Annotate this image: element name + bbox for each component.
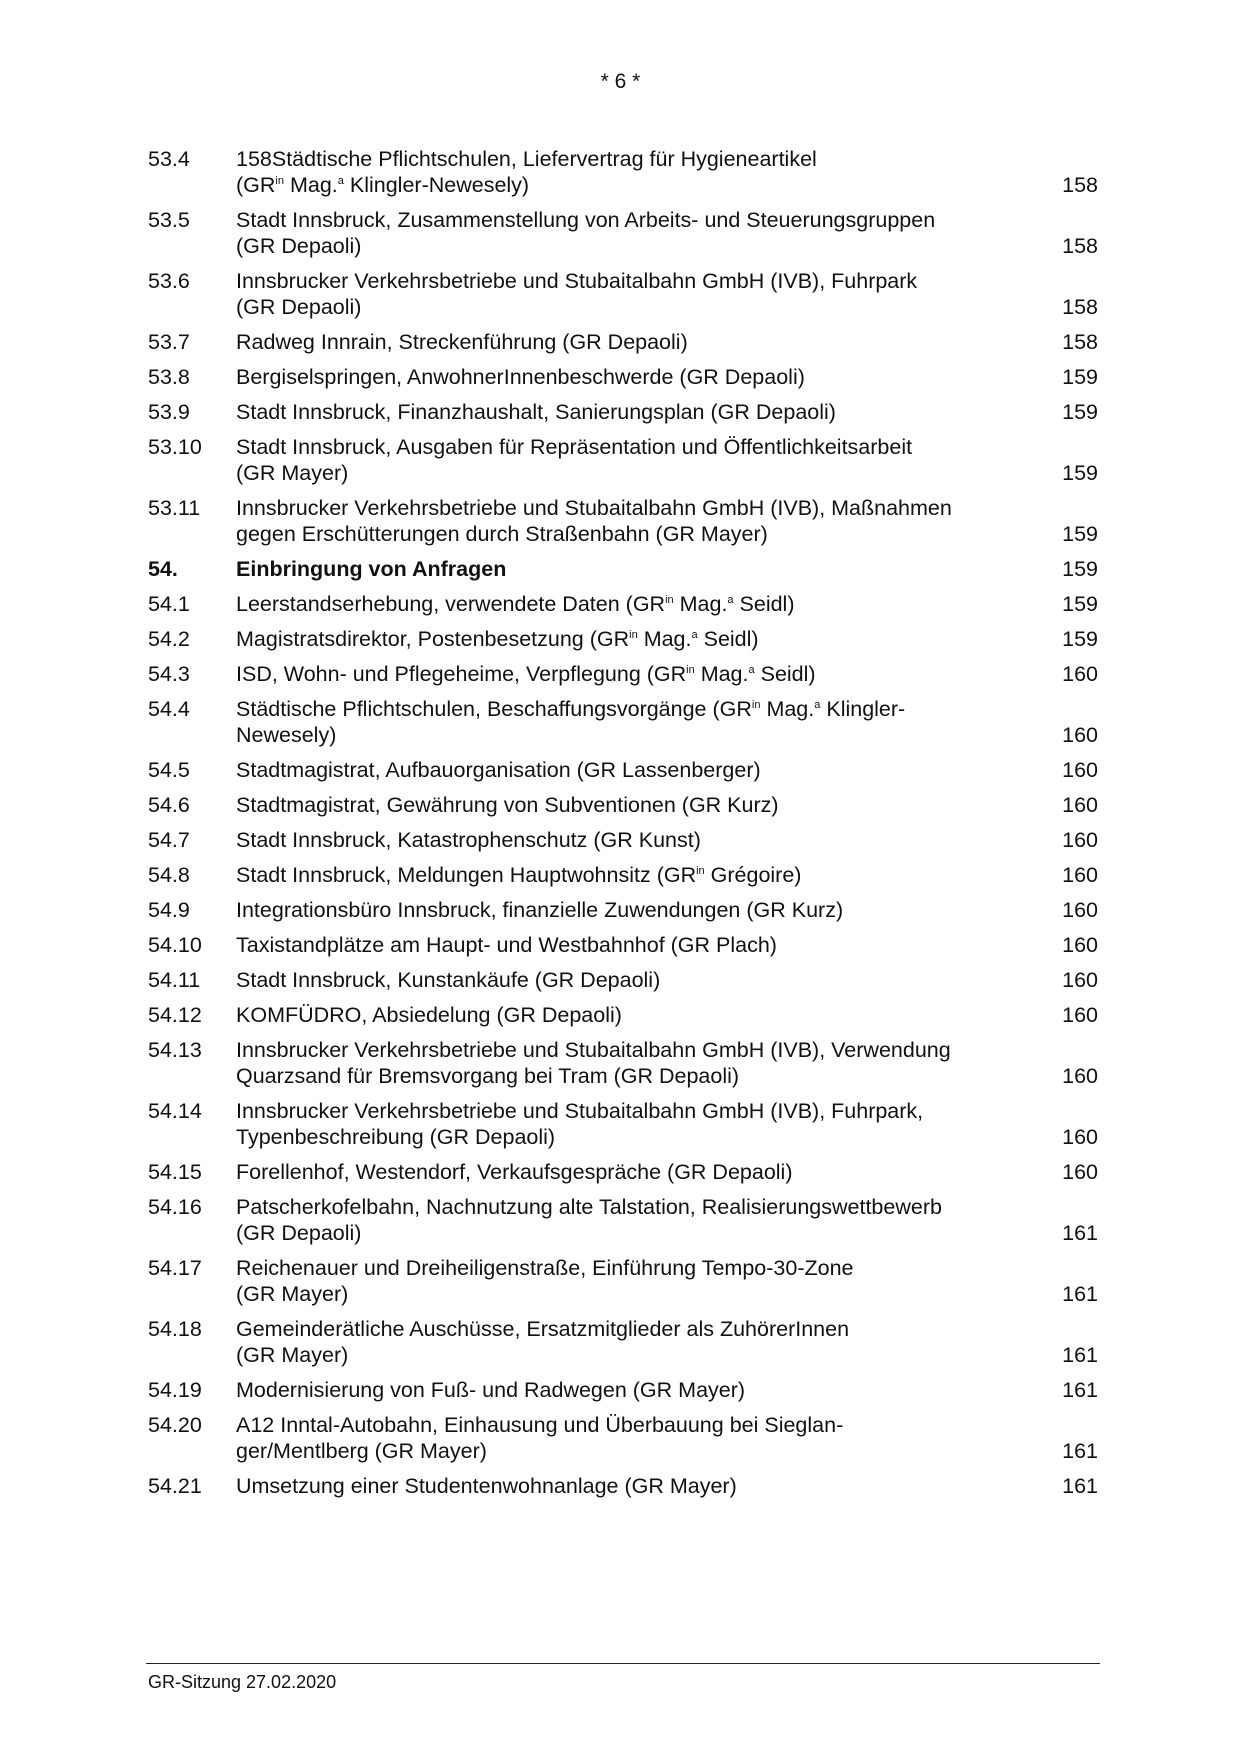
toc-entry: [148, 364, 1098, 390]
toc-entry-title-line: ger/Mentlberg (GR Mayer): [236, 1439, 487, 1463]
toc-entry-number: 54.9: [148, 898, 190, 922]
toc-entry-title-line: Patscherkofelbahn, Nachnutzung alte Talstation, Realisierungswettbewerb: [236, 1195, 942, 1219]
toc-entry-title: [236, 967, 1028, 993]
toc-entry-title-line: Taxistandplätze am Haupt- und Westbahnhof (GR Plach): [236, 933, 777, 957]
toc-entry-title: [236, 1412, 1028, 1464]
toc-entry-page: 158: [1062, 295, 1098, 319]
toc-entry-page: 160: [1062, 1003, 1098, 1027]
toc-entry: [148, 932, 1098, 958]
table-of-contents: [148, 146, 1098, 1508]
toc-entry: [148, 827, 1098, 853]
toc-entry-number: 53.6: [148, 269, 190, 293]
toc-entry-title: [236, 626, 1028, 652]
footer-divider: [146, 1663, 1100, 1664]
toc-entry-page: 158: [1062, 173, 1098, 197]
toc-entry: [148, 661, 1098, 687]
toc-entry: [148, 1098, 1098, 1150]
toc-entry: [148, 591, 1098, 617]
toc-entry-page: 160: [1062, 1125, 1098, 1149]
toc-entry-number: 54.15: [148, 1160, 202, 1184]
toc-entry: [148, 1037, 1098, 1089]
toc-entry-page: 160: [1062, 933, 1098, 957]
toc-entry-page: 160: [1062, 968, 1098, 992]
toc-entry-page: 161: [1062, 1282, 1098, 1306]
toc-entry-title-line: 158Städtische Pflichtschulen, Liefervertrag für Hygieneartikel: [236, 147, 817, 171]
toc-entry-page: 160: [1062, 898, 1098, 922]
toc-entry-page: 159: [1062, 400, 1098, 424]
toc-entry-title: [236, 399, 1028, 425]
toc-entry-title: [236, 661, 1028, 687]
toc-entry-title: [236, 434, 1028, 486]
toc-entry-page: 159: [1062, 522, 1098, 546]
toc-entry-title-line: Stadt Innsbruck, Ausgaben für Repräsentation und Öffentlichkeitsarbeit: [236, 435, 913, 459]
toc-entry-title-line: (GR Mayer): [236, 461, 349, 485]
toc-entry-number: 54.13: [148, 1038, 202, 1062]
toc-entry: [148, 1002, 1098, 1028]
toc-entry-title: [236, 1377, 1028, 1403]
toc-entry-title: [236, 207, 1028, 259]
toc-entry-number: 53.7: [148, 330, 190, 354]
toc-entry-number: 54.5: [148, 758, 190, 782]
toc-entry-page: 160: [1062, 662, 1098, 686]
toc-entry: [148, 1473, 1098, 1499]
toc-entry-number: 54.3: [148, 662, 190, 686]
toc-entry-number: 53.8: [148, 365, 190, 389]
toc-entry-number: 53.4: [148, 147, 190, 171]
toc-entry-page: 160: [1062, 828, 1098, 852]
toc-entry-page: 160: [1062, 1160, 1098, 1184]
toc-entry-title-line: ($GR^{in}$ Mag.$^a$ Klingler-Newesely): [236, 173, 530, 197]
toc-entry-number: 54.6: [148, 793, 190, 817]
toc-entry-number: 54.20: [148, 1413, 202, 1437]
toc-entry-title-line: Stadt Innsbruck, Finanzhaushalt, Sanierungsplan (GR Depaoli): [236, 400, 836, 424]
toc-entry-number: 54.10: [148, 933, 202, 957]
toc-entry-page: 158: [1062, 330, 1098, 354]
toc-entry-number: 53.10: [148, 435, 202, 459]
toc-entry-title-line: (GR Mayer): [236, 1343, 349, 1367]
toc-entry-title-line: Quarzsand für Bremsvorgang bei Tram (GR Depaoli): [236, 1064, 740, 1088]
toc-entry-number: 54.19: [148, 1378, 202, 1402]
toc-entry-title-line: gegen Erschütterungen durch Straßenbahn (GR Mayer): [236, 522, 768, 546]
toc-entry-number: 54.16: [148, 1195, 202, 1219]
toc-entry-title: [236, 1002, 1028, 1028]
toc-entry-number: 54.12: [148, 1003, 202, 1027]
toc-entry-title-line: Newesely): [236, 723, 337, 747]
toc-entry: [148, 626, 1098, 652]
toc-entry-title: [236, 495, 1028, 547]
toc-entry-title-line: Modernisierung von Fuß- und Radwegen (GR Mayer): [236, 1378, 746, 1402]
toc-entry-title: [236, 1194, 1028, 1246]
toc-entry-title-line: ISD, Wohn- und Pflegeheime, Verpflegung ($GR^{in}$ Mag.$^a$ Seidl): [236, 662, 816, 686]
toc-entry-page: 160: [1062, 793, 1098, 817]
toc-entry: [148, 1194, 1098, 1246]
toc-entry-page: 160: [1062, 723, 1098, 747]
toc-entry-page: 161: [1062, 1221, 1098, 1245]
toc-entry: [148, 792, 1098, 818]
toc-entry-title: [236, 591, 1028, 617]
toc-entry-page: 161: [1062, 1378, 1098, 1402]
toc-entry-page: 159: [1062, 365, 1098, 389]
toc-entry-number: 54.11: [148, 968, 201, 992]
footer-text: GR-Sitzung 27.02.2020: [148, 1672, 337, 1692]
toc-entry-page: 161: [1062, 1343, 1098, 1367]
toc-entry-number: 53.5: [148, 208, 190, 232]
toc-entry-title-line: Bergiselspringen, AnwohnerInnenbeschwerde (GR Depaoli): [236, 365, 805, 389]
toc-entry-page: 159: [1062, 627, 1098, 651]
toc-entry-number: 53.11: [148, 496, 201, 520]
toc-entry: [148, 1377, 1098, 1403]
toc-entry-number: 54.14: [148, 1099, 202, 1123]
toc-entry-title-line: Reichenauer und Dreiheiligenstraße, Einführung Tempo-30-Zone: [236, 1256, 854, 1280]
toc-entry-title-line: Stadt Innsbruck, Katastrophenschutz (GR Kunst): [236, 828, 701, 852]
toc-entry-number: 54.17: [148, 1256, 202, 1280]
toc-entry-number: 54.18: [148, 1317, 202, 1341]
toc-entry-page: 159: [1062, 592, 1098, 616]
page-number: * 6 *: [600, 70, 641, 93]
toc-entry-title-line: Typenbeschreibung (GR Depaoli): [236, 1125, 556, 1149]
toc-entry: [148, 1159, 1098, 1185]
toc-entry-title-line: Leerstandserhebung, verwendete Daten ($GR^{in}$ Mag.$^a$ Seidl): [236, 592, 795, 616]
toc-entry-number: 54.1: [148, 592, 190, 616]
toc-entry: [148, 757, 1098, 783]
toc-entry-number: 53.9: [148, 400, 190, 424]
toc-entry: [148, 207, 1098, 259]
toc-entry-title-line: Magistratsdirektor, Postenbesetzung ($GR^{in}$ Mag.$^a$ Seidl): [236, 627, 759, 651]
toc-entry-number: 54.4: [148, 697, 190, 721]
toc-entry-number: 54.7: [148, 828, 190, 852]
toc-entry-number: 54.8: [148, 863, 190, 887]
toc-entry-title: [236, 932, 1028, 958]
toc-entry-title-line: Stadtmagistrat, Gewährung von Subventionen (GR Kurz): [236, 793, 779, 817]
toc-entry-title: [236, 696, 1028, 748]
toc-entry-page: 158: [1062, 234, 1098, 258]
toc-entry-title: [236, 268, 1028, 320]
toc-entry-title-line: (GR Depaoli): [236, 1221, 362, 1245]
toc-entry-title: [236, 364, 1028, 390]
toc-entry: [148, 696, 1098, 748]
toc-entry: [148, 1255, 1098, 1307]
toc-entry-title-line: (GR Mayer): [236, 1282, 349, 1306]
toc-entry-title-line: Einbringung von Anfragen: [236, 557, 507, 581]
toc-entry-title-line: Innsbrucker Verkehrsbetriebe und Stubaitalbahn GmbH (IVB), Verwendung: [236, 1038, 951, 1062]
toc-entry-title: [236, 792, 1028, 818]
toc-entry-title-line: Integrationsbüro Innsbruck, finanzielle Zuwendungen (GR Kurz): [236, 898, 844, 922]
toc-entry: [148, 268, 1098, 320]
toc-entry-title: [236, 1473, 1028, 1499]
toc-entry-title-line: Innsbrucker Verkehrsbetriebe und Stubaitalbahn GmbH (IVB), Fuhrpark,: [236, 1099, 924, 1123]
toc-entry-title-line: Innsbrucker Verkehrsbetriebe und Stubaitalbahn GmbH (IVB), Fuhrpark: [236, 269, 918, 293]
toc-entry-title: [236, 757, 1028, 783]
toc-entry-title: [236, 329, 1028, 355]
toc-entry: [148, 1412, 1098, 1464]
toc-entry-title-line: Umsetzung einer Studentenwohnanlage (GR Mayer): [236, 1474, 737, 1498]
toc-entry-page: 161: [1062, 1439, 1098, 1463]
toc-entry-page: 159: [1062, 461, 1098, 485]
toc-entry-title-line: Radweg Innrain, Streckenführung (GR Depaoli): [236, 330, 688, 354]
toc-entry-number: 54.2: [148, 627, 190, 651]
toc-entry-title-line: (GR Depaoli): [236, 234, 362, 258]
toc-entry-number: 54.21: [148, 1474, 202, 1498]
toc-entry-title-line: Gemeinderätliche Auschüsse, Ersatzmitglieder als ZuhörerInnen: [236, 1317, 850, 1341]
toc-entry: [148, 967, 1098, 993]
toc-entry-title: [236, 1037, 1028, 1089]
toc-entry-page: 160: [1062, 758, 1098, 782]
toc-entry: [148, 329, 1098, 355]
toc-entry-title-line: (GR Depaoli): [236, 295, 362, 319]
toc-entry-title-line: Stadtmagistrat, Aufbauorganisation (GR Lassenberger): [236, 758, 761, 782]
toc-entry-title: [236, 897, 1028, 923]
toc-entry-title-line: KOMFÜDRO, Absiedelung (GR Depaoli): [236, 1003, 622, 1027]
toc-entry: [148, 146, 1098, 198]
toc-entry-title-line: Stadt Innsbruck, Zusammenstellung von Arbeits- und Steuerungsgruppen: [236, 208, 936, 232]
toc-entry: [148, 862, 1098, 888]
toc-entry: [148, 556, 1098, 582]
toc-entry: [148, 399, 1098, 425]
toc-entry-title: [236, 1098, 1028, 1150]
toc-entry: [148, 897, 1098, 923]
toc-entry: [148, 495, 1098, 547]
toc-entry-page: 160: [1062, 1064, 1098, 1088]
toc-entry-page: 160: [1062, 863, 1098, 887]
toc-entry-title: [236, 556, 1028, 582]
toc-entry-title-line: Forellenhof, Westendorf, Verkaufsgespräche (GR Depaoli): [236, 1160, 793, 1184]
toc-entry-title-line: Stadt Innsbruck, Meldungen Hauptwohnsitz ($GR^{in}$ Grégoire): [236, 863, 802, 887]
toc-entry: [148, 434, 1098, 486]
toc-entry-title-line: Innsbrucker Verkehrsbetriebe und Stubaitalbahn GmbH (IVB), Maßnahmen: [236, 496, 952, 520]
toc-entry-title-line: Stadt Innsbruck, Kunstankäufe (GR Depaoli): [236, 968, 661, 992]
toc-entry-title: [236, 862, 1028, 888]
toc-entry-title: [236, 1255, 1028, 1307]
toc-entry-title-line: A12 Inntal-Autobahn, Einhausung und Überbauung bei Sieglan-: [236, 1413, 844, 1437]
toc-entry-title: [236, 1159, 1028, 1185]
toc-entry-number: 54.: [148, 557, 178, 581]
toc-entry-title: [236, 146, 1028, 198]
toc-entry-page: 161: [1062, 1474, 1098, 1498]
toc-entry-title: [236, 1316, 1028, 1368]
toc-entry-page: 159: [1062, 557, 1098, 581]
toc-entry-title: [236, 827, 1028, 853]
toc-entry-title-line: Städtische Pflichtschulen, Beschaffungsvorgänge ($GR^{in}$ Mag.$^a$ Klingler-: [236, 697, 906, 721]
toc-entry: [148, 1316, 1098, 1368]
